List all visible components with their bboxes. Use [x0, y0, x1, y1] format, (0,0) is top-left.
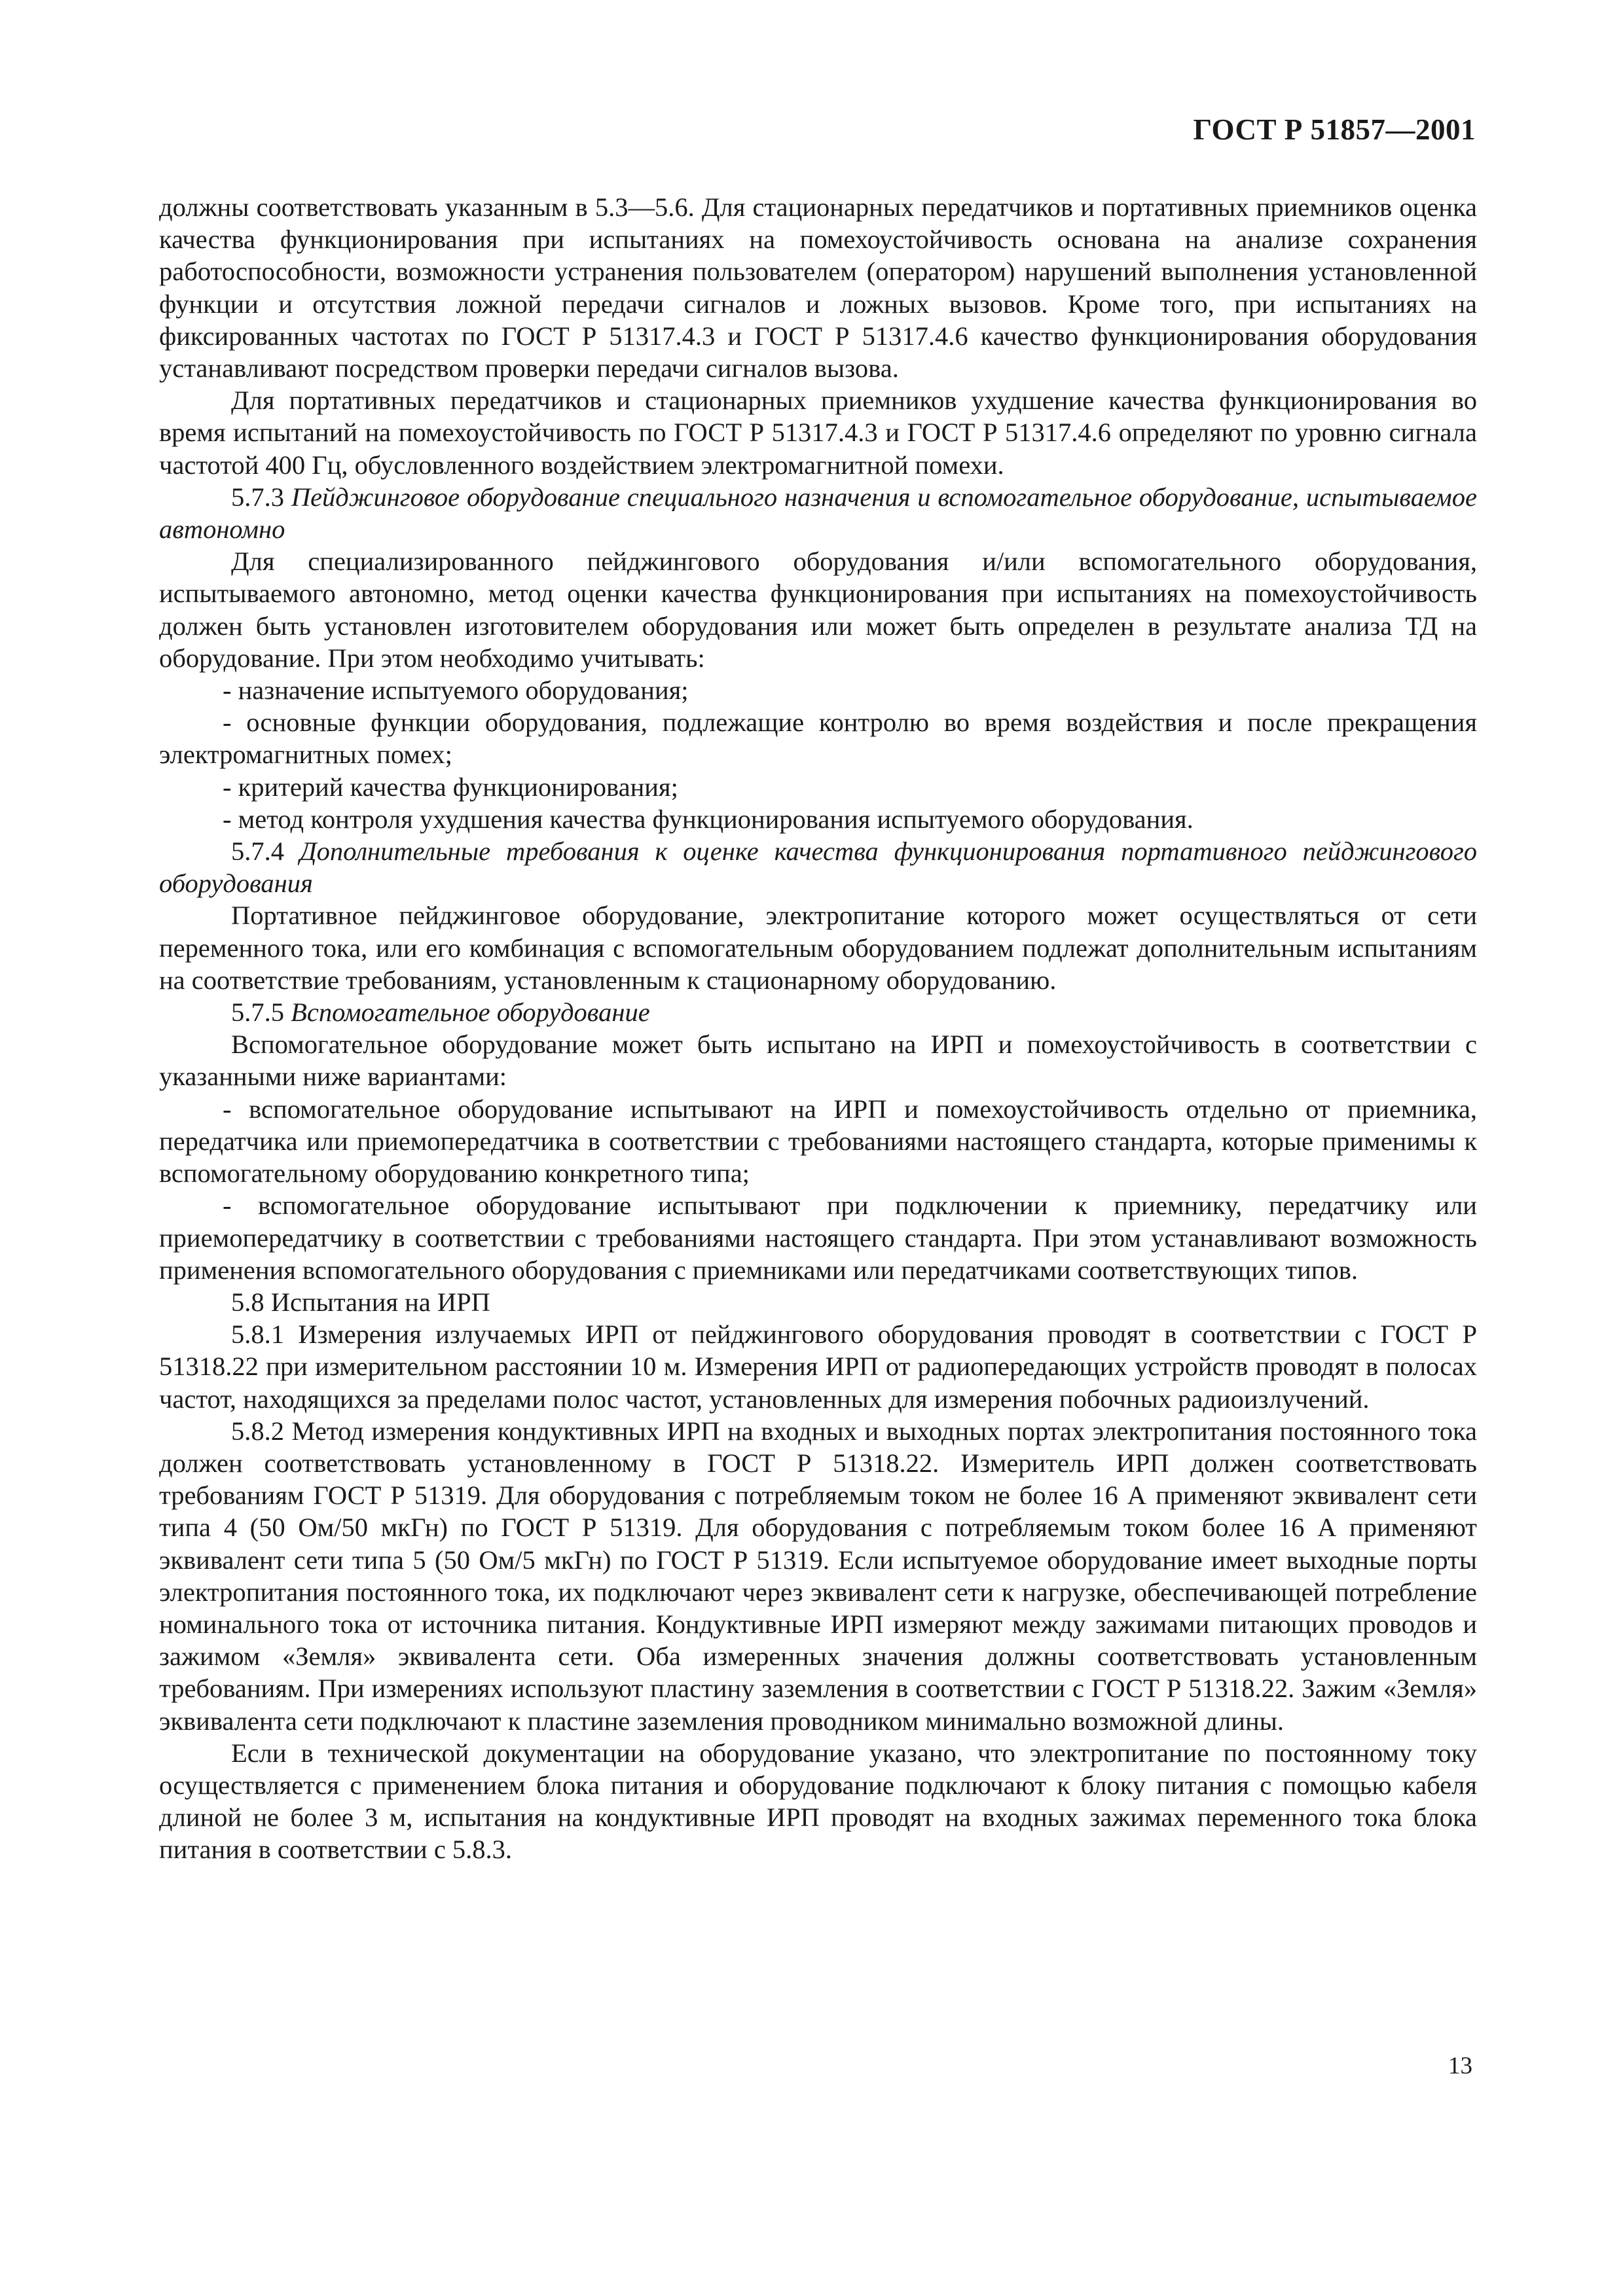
- section-title: Пейджинговое оборудование специального назначения и вспомогательное оборудование, испытываемое автономно: [159, 482, 1477, 545]
- paragraph: Если в технической документации на оборудование указано, что электропитание по постоянному току осуществляется с применением блока питания и оборудование подключают к блоку питания с помощью кабеля длиной не более 3 м, испытания на кондуктивные ИРП проводят на входных зажимах переменного тока блока питания в соответствии с 5.8.3.: [159, 1738, 1477, 1865]
- list-item: - назначение испытуемого оборудования;: [223, 675, 689, 706]
- page-number: 13: [1448, 2053, 1472, 2079]
- list-item: - критерий качества функционирования;: [223, 772, 678, 802]
- list-item: - вспомогательное оборудование испытывают при подключении к приемнику, передатчику или приемопередатчику в соответствии с требованиями настоящего стандарта. При этом устанавливают возможность применения вспомогательного оборудования с приемниками или передатчиками соответствующих типов.: [159, 1191, 1477, 1285]
- document-header: ГОСТ Р 51857—2001: [1193, 113, 1476, 146]
- section-heading-5-8: 5.8 Испытания на ИРП: [231, 1287, 490, 1317]
- section-heading-5-7-5: [159, 996, 1477, 1028]
- paragraph: Портативное пейджинговое оборудование, электропитание которого может осуществляться от сети переменного тока, или его комбинация с вспомогательным оборудованием подлежат дополнительным испытаниям на соответствие требованиям, установленным к стационарному оборудованию.: [159, 901, 1477, 995]
- section-number: 5.7.5: [231, 997, 284, 1028]
- list-item: - основные функции оборудования, подлежащие контролю во время воздействия и после прекращения электромагнитных помех;: [159, 708, 1477, 770]
- section-heading-5-7-4: [159, 835, 1477, 899]
- section-number: 5.7.3: [231, 482, 284, 512]
- section-title: Дополнительные требования к оценке качества функционирования портативного пейджингового оборудования: [159, 836, 1477, 899]
- paragraph: 5.8.2 Метод измерения кондуктивных ИРП на входных и выходных портах электропитания постоянного тока должен соответствовать установленному в ГОСТ Р 51318.22. Измеритель ИРП должен соответствовать требованиям ГОСТ Р 51319. Для оборудования с потребляемым током не более 16 А применяют эквивалент сети типа 4 (50 Ом/50 мкГн) по ГОСТ Р 51319. Для оборудования с потребляемым током более 16 А применяют эквивалент сети типа 5 (50 Ом/5 мкГн) по ГОСТ Р 51319. Если испытуемое оборудование имеет выходные порты электропитания постоянного тока, их подключают через эквивалент сети к нагрузке, обеспечивающей потребление номинального тока от источника питания. Кондуктивные ИРП измеряют между зажимами питающих проводов и зажимом «Земля» эквивалента сети. Оба измеренных значения должны соответствовать установленным требованиям. При измерениях используют пластину заземления в соответствии с ГОСТ Р 51318.22. Зажим «Земля» эквивалента сети подключают к пластине заземления проводником минимально возможной длины.: [159, 1416, 1477, 1736]
- document-body: [159, 191, 1477, 1866]
- paragraph: Для специализированного пейджингового оборудования и/или вспомогательного оборудования, испытываемого автономно, метод оценки качества функционирования при испытаниях на помехоустойчивость должен быть установлен изготовителем оборудования или может быть определен в результате анализа ТД на оборудование. При этом необходимо учитывать:: [159, 547, 1477, 673]
- paragraph: Вспомогательное оборудование может быть испытано на ИРП и помехоустойчивость в соответствии с указанными ниже вариантами:: [159, 1030, 1477, 1092]
- paragraph: Для портативных передатчиков и стационарных приемников ухудшение качества функционирования во время испытаний на помехоустойчивость по ГОСТ Р 51317.4.3 и ГОСТ Р 51317.4.6 определяют по уровню сигнала частотой 400 Гц, обусловленного воздействием электромагнитной помехи.: [159, 386, 1477, 480]
- list-item: - метод контроля ухудшения качества функционирования испытуемого оборудования.: [223, 804, 1194, 834]
- paragraph: должны соответствовать указанным в 5.3—5.6. Для стационарных передатчиков и портативных приемников оценка качества функционирования при испытаниях на помехоустойчивость основана на анализе сохранения работоспособности, возможности устранения пользователем (оператором) нарушений выполнения установленной функции и отсутствия ложной передачи сигналов и ложных вызовов. Кроме того, при испытаниях на фиксированных частотах по ГОСТ Р 51317.4.3 и ГОСТ Р 51317.4.6 качество функционирования оборудования устанавливают посредством проверки передачи сигналов вызова.: [159, 192, 1477, 384]
- section-number: 5.7.4: [231, 836, 284, 867]
- paragraph: 5.8.1 Измерения излучаемых ИРП от пейджингового оборудования проводят в соответствии с ГОСТ Р 51318.22 при измерительном расстоянии 10 м. Измерения ИРП от радиопередающих устройств проводят в полосах частот, находящихся за пределами полос частот, установленных для измерения побочных радиоизлучений.: [159, 1319, 1477, 1414]
- list-item: - вспомогательное оборудование испытывают на ИРП и помехоустойчивость отдельно от приемника, передатчика или приемопередатчика в соответствии с требованиями настоящего стандарта, которые применимы к вспомогательному оборудованию конкретного типа;: [159, 1094, 1477, 1189]
- section-heading-5-7-3: [159, 481, 1477, 545]
- section-title: Вспомогательное оборудование: [291, 997, 650, 1028]
